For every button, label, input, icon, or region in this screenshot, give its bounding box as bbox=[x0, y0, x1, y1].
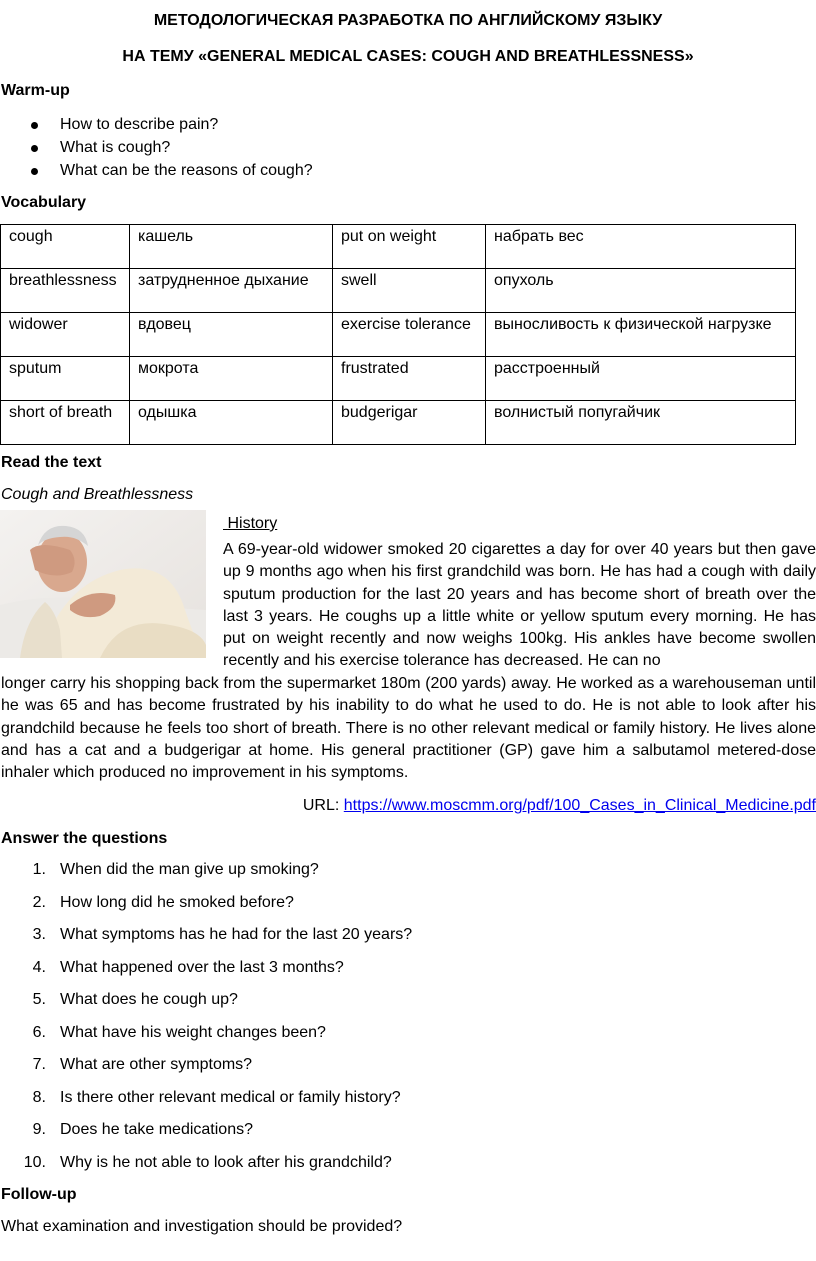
document-title-line-2: НА ТЕМУ «GENERAL MEDICAL CASES: COUGH AND BREATHLESSNESS» bbox=[122, 48, 694, 65]
question-text: Does he take medications? bbox=[60, 1121, 253, 1138]
vocabulary-translation: волнистый попугайчик bbox=[486, 401, 796, 445]
vocabulary-row bbox=[1, 225, 796, 269]
warmup-item bbox=[0, 159, 313, 182]
vocabulary-table bbox=[0, 224, 796, 445]
question-number: 10. bbox=[23, 1153, 46, 1171]
text-subtitle: Cough and Breathlessness bbox=[1, 486, 194, 503]
vocabulary-term: exercise tolerance bbox=[333, 313, 486, 357]
question-text: What does he cough up? bbox=[60, 991, 238, 1008]
bullet-icon bbox=[31, 122, 38, 129]
question-text: What happened over the last 3 months? bbox=[60, 958, 344, 976]
vocabulary-translation: кашель bbox=[130, 225, 333, 269]
document-title-line-1: МЕТОДОЛОГИЧЕСКАЯ РАЗРАБОТКА ПО АНГЛИЙСКОМУ ЯЗЫКУ bbox=[153, 12, 663, 29]
vocabulary-row bbox=[1, 269, 796, 313]
question-text: What have his weight changes been? bbox=[60, 1023, 326, 1041]
followup-heading: Follow-up bbox=[1, 1186, 77, 1203]
question-number: 8. bbox=[32, 1088, 46, 1106]
questions-heading: Answer the questions bbox=[1, 830, 168, 847]
vocabulary-translation: вдовец bbox=[130, 313, 333, 357]
question-text: Why is he not able to look after his grandchild? bbox=[60, 1153, 392, 1171]
history-paragraph-part-1: A 69-year-old widower smoked 20 cigarettes a day for over 40 years but then gave up 9 months ago when his first grandchild was born. He has had a cough with daily sputum production for the last 20 years and has become short of breath over the last 3 years. He coughs up a little white or yellow sputum every morning. He has put on weight recently and now weighs 100kg. His ankles have become swollen recently and his exercise tolerance has decreased. He can no bbox=[223, 541, 816, 670]
question-number: 3. bbox=[32, 926, 46, 943]
vocabulary-term: put on weight bbox=[333, 225, 486, 269]
source-url-line bbox=[303, 795, 816, 817]
history-label: History bbox=[227, 515, 278, 532]
vocabulary-translation: одышка bbox=[130, 401, 333, 445]
source-url-link[interactable]: https://www.moscmm.org/pdf/100_Cases_in_Clinical_Medicine.pdf bbox=[343, 797, 816, 814]
vocabulary-translation: расстроенный bbox=[486, 357, 796, 401]
question-number: 7. bbox=[32, 1056, 46, 1073]
bullet-icon bbox=[31, 168, 38, 175]
vocabulary-term: sputum bbox=[1, 357, 130, 401]
question-text: What symptoms has he had for the last 20 years? bbox=[60, 926, 413, 943]
followup-text: What examination and investigation should be provided? bbox=[1, 1218, 403, 1235]
question-number: 6. bbox=[32, 1023, 46, 1041]
url-prefix: URL: bbox=[302, 797, 344, 814]
question-text: How long did he smoked before? bbox=[60, 893, 294, 911]
bullet-icon bbox=[31, 145, 38, 152]
question-number: 1. bbox=[32, 861, 46, 878]
vocabulary-row bbox=[1, 401, 796, 445]
vocabulary-heading: Vocabulary bbox=[1, 194, 87, 211]
vocabulary-translation: опухоль bbox=[486, 269, 796, 313]
vocabulary-translation: выносливость к физической нагрузке bbox=[486, 313, 796, 357]
read-heading: Read the text bbox=[1, 454, 102, 471]
elderly-man-illustration bbox=[0, 510, 206, 658]
vocabulary-term: budgerigar bbox=[333, 401, 486, 445]
vocabulary-term: swell bbox=[333, 269, 486, 313]
question-text: Is there other relevant medical or family history? bbox=[60, 1088, 401, 1106]
warmup-list bbox=[0, 113, 313, 182]
vocabulary-term: cough bbox=[1, 225, 130, 269]
vocabulary-term: widower bbox=[1, 313, 130, 357]
vocabulary-term: frustrated bbox=[333, 357, 486, 401]
vocabulary-translation: набрать вес bbox=[486, 225, 796, 269]
question-text: When did the man give up smoking? bbox=[60, 861, 319, 878]
question-number: 2. bbox=[32, 893, 46, 911]
question-number: 5. bbox=[32, 991, 46, 1008]
elderly-man-photo bbox=[0, 510, 206, 658]
warmup-item-text: What can be the reasons of cough? bbox=[60, 162, 313, 179]
vocabulary-term: breathlessness bbox=[1, 269, 130, 313]
history-paragraph-part-2: longer carry his shopping back from the supermarket 180m (200 yards) away. He worked as a warehouseman until he was 65 and has become frustrated by his inability to do what he used to do. He is not able to look after his grandchild because he feels too short of breath. There is no other relevant medical or family history. He lives alone and has a cat and a budgerigar at home. His general practitioner (GP) gave him a salbutamol metered-dose inhaler which produced no improvement in his symptoms. bbox=[1, 675, 816, 782]
warmup-item bbox=[0, 136, 313, 159]
warmup-item-text: What is cough? bbox=[60, 139, 171, 156]
vocabulary-translation: мокрота bbox=[130, 357, 333, 401]
warmup-heading: Warm-up bbox=[1, 82, 70, 99]
vocabulary-translation: затрудненное дыхание bbox=[130, 269, 333, 313]
question-number: 9. bbox=[32, 1121, 46, 1138]
warmup-item bbox=[0, 113, 313, 136]
warmup-item-text: How to describe pain? bbox=[60, 116, 219, 133]
question-number: 4. bbox=[32, 958, 46, 976]
question-text: What are other symptoms? bbox=[60, 1056, 253, 1073]
vocabulary-row bbox=[1, 313, 796, 357]
vocabulary-term: short of breath bbox=[1, 401, 130, 445]
vocabulary-row bbox=[1, 357, 796, 401]
